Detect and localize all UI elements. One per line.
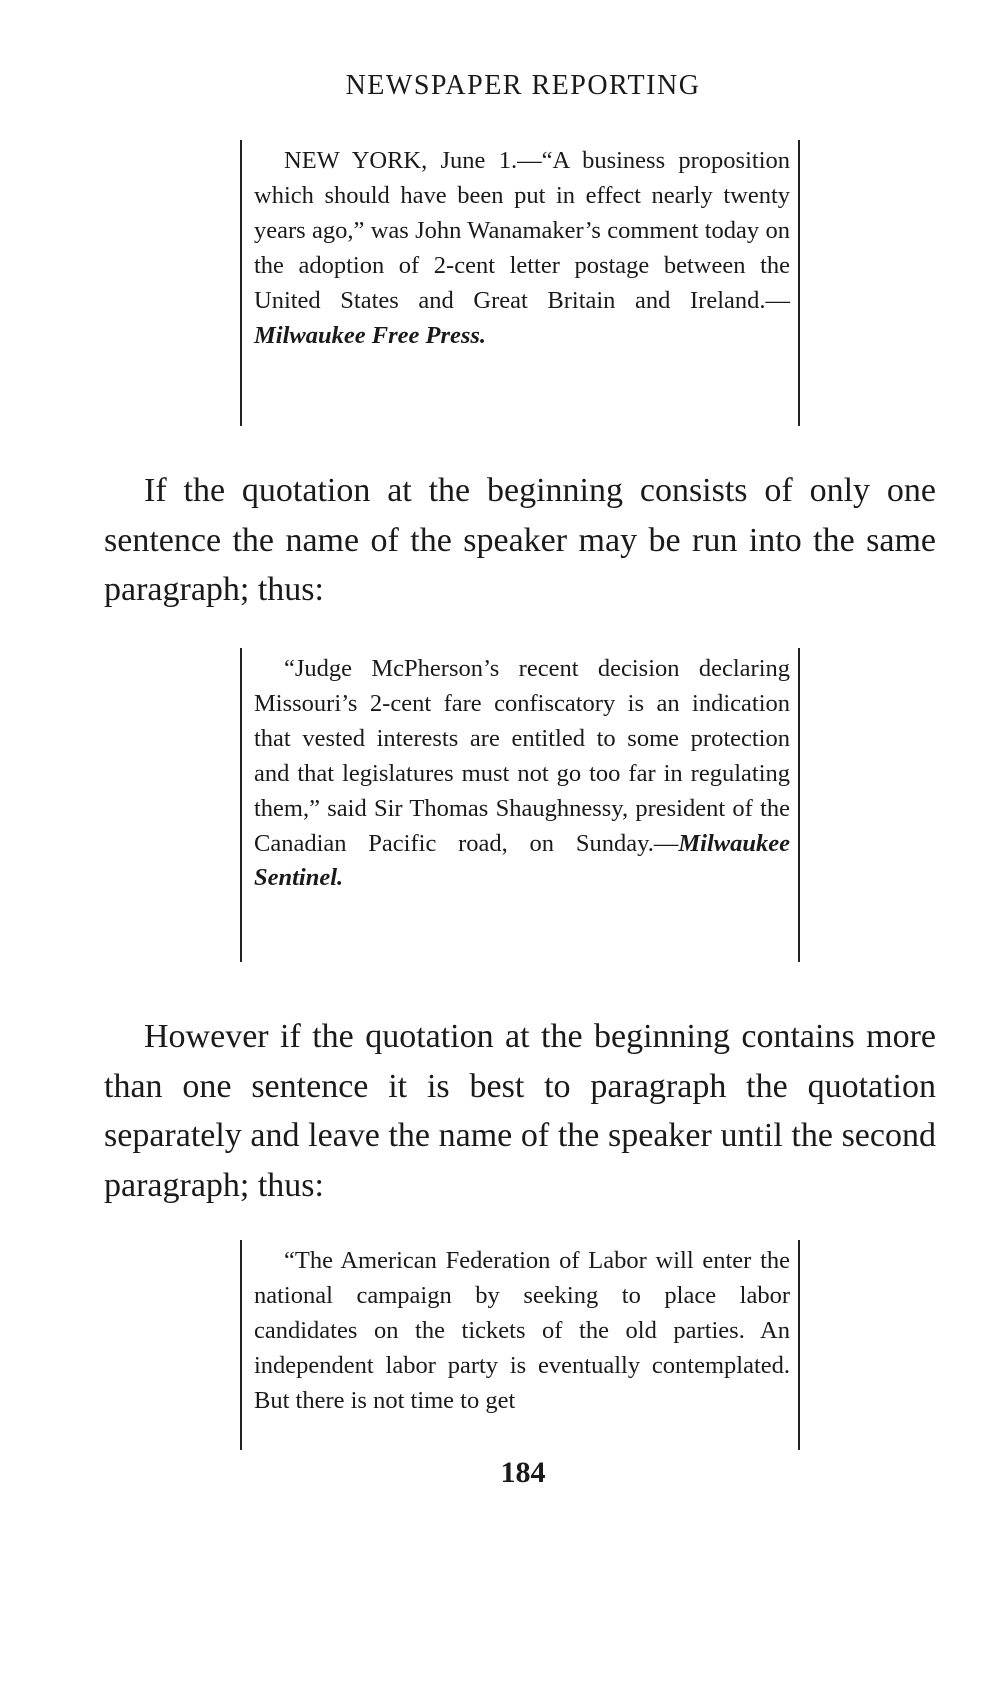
example-clipping-2 (240, 648, 800, 962)
clipping-text: “Judge McPherson’s recent decision declaring Missouri’s 2-cent fare confiscatory is an indication that vested interests are entitled to some protection and that legislatures must not go too far in regulating them,” said Sir Thomas Shaughnessy, president of the Canadian Pacific road, on Sunday.— (254, 655, 790, 857)
body-paragraph-1: If the quotation at the beginning consists of only one sentence the name of the speaker may be run into the same paragraph; thus: (104, 472, 936, 608)
example-clipping-3 (240, 1240, 800, 1450)
page-number: 184 (500, 1456, 546, 1489)
clipping-text: “The American Federation of Labor will enter the national campaign by seeking to place labor candidates on the tickets of the old parties. An independent labor party is eventually contemplated. But there is not time to get (254, 1247, 790, 1414)
clipping-paragraph (254, 652, 790, 896)
clipping-paragraph (254, 1244, 790, 1419)
body-paragraph-2: However if the quotation at the beginning contains more than one sentence it is best to paragraph the quotation separately and leave the name of the speaker until the second paragraph; thus: (104, 1018, 936, 1204)
clipping-text: NEW YORK, June 1.—“A business proposition which should have been put in effect nearly twenty years ago,” was John Wanamaker’s comment today on the adoption of 2-cent letter postage between the United States and Great Britain and Ireland.— (254, 147, 790, 314)
running-head: NEWSPAPER REPORTING (345, 70, 701, 101)
clipping-paragraph (254, 144, 790, 353)
example-clipping-1 (240, 140, 800, 426)
clipping-source: Milwaukee Free Press. (254, 321, 487, 349)
clipping-source: Milwaukee Sentinel. (254, 829, 790, 892)
